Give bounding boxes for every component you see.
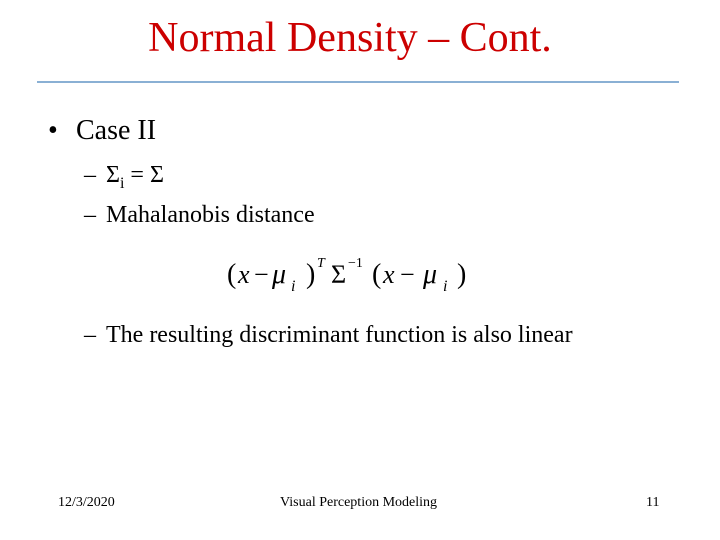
subbullet-dash: – bbox=[84, 162, 96, 188]
formula-transpose: T bbox=[317, 256, 325, 271]
formula-x-1: x bbox=[238, 260, 250, 289]
subbullet-text: The resulting discriminant function is also linear bbox=[106, 322, 573, 348]
formula-open-paren-1: ( bbox=[227, 259, 237, 290]
subbullet-discriminant-linear bbox=[84, 320, 573, 350]
subbullet-dash: – bbox=[84, 202, 96, 228]
footer-title: Visual Perception Modeling bbox=[280, 495, 438, 510]
slide-title: Normal Density – Cont. bbox=[148, 15, 552, 61]
formula-mu-1: μ bbox=[272, 259, 287, 290]
sigma-symbol: Σ bbox=[106, 162, 120, 188]
mahalanobis-formula bbox=[227, 251, 472, 297]
subbullet-dash: – bbox=[84, 322, 96, 348]
subbullet-covariance-equal bbox=[84, 160, 164, 193]
page-number: 11 bbox=[646, 495, 660, 510]
formula-x-2: x bbox=[383, 260, 395, 289]
equals-sigma: = Σ bbox=[124, 162, 164, 188]
formula-sub-i-1: i bbox=[291, 278, 296, 295]
footer-date: 12/3/2020 bbox=[58, 495, 115, 510]
formula-mu-2: μ bbox=[423, 259, 438, 290]
sigma-subscript: i bbox=[119, 175, 125, 192]
formula-sigma: Σ bbox=[331, 260, 347, 289]
subbullet-text: Mahalanobis distance bbox=[106, 202, 315, 228]
formula-close-paren-1: ) bbox=[306, 259, 316, 290]
formula-sub-i-2: i bbox=[443, 278, 448, 295]
bullet-case-ii bbox=[48, 114, 156, 148]
title-divider bbox=[37, 81, 679, 83]
subbullet-mahalanobis bbox=[84, 200, 315, 230]
formula-open-paren-2: ( bbox=[372, 259, 382, 290]
formula-inverse: −1 bbox=[348, 256, 363, 271]
bullet-marker: • bbox=[48, 115, 58, 146]
formula-minus-1: − bbox=[254, 260, 269, 289]
formula-minus-2: − bbox=[400, 260, 415, 289]
formula-close-paren-2: ) bbox=[457, 259, 467, 290]
bullet-label: Case II bbox=[76, 115, 157, 146]
